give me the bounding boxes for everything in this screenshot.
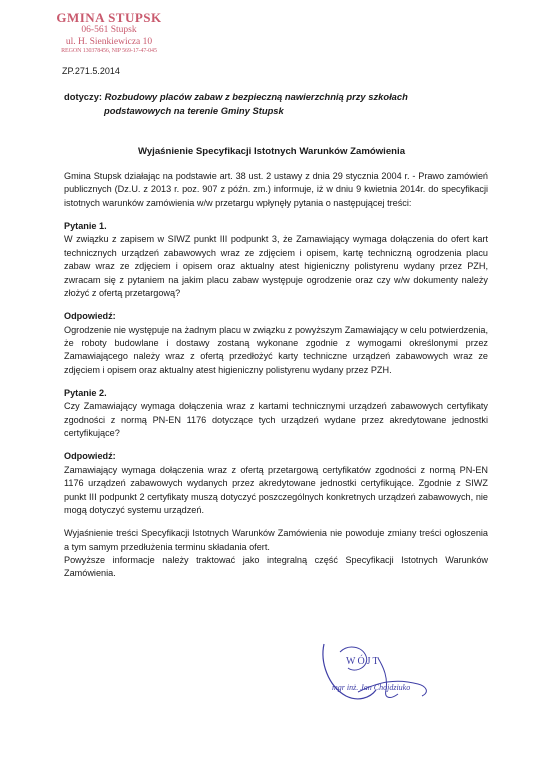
answer-2-label: Odpowiedź:: [64, 451, 116, 462]
stamp-street: ul. H. Sienkiewicza 10: [65, 36, 153, 47]
intro-paragraph: Gmina Stupsk działając na podstawie art. 38 ust. 2 ustawy z dnia 29 stycznia 2004 r. - Prawo zamówień publicznych (Dz.U. z 2013 r. poz. 907 z późn. zm.) informuje, iż w dniu 9 kwietnia 2014r. do specyfikacji istotnych warunków zamówienia w/w przetargu wpłynęły pytania o następującej treści:: [64, 171, 488, 208]
closing-paragraph-2: Powyższe informacje należy traktować jako integralną część Specyfikacji Istotnych Warunków Zamówienia.: [64, 554, 488, 579]
answer-1-label: Odpowiedź:: [64, 311, 116, 322]
subject-text-line1: Rozbudowy placów zabaw z bezpieczną nawierzchnią przy szkołach: [104, 91, 408, 102]
question-1-label: Pytanie 1.: [64, 221, 107, 232]
question-2-text: Czy Zamawiający wymaga dołączenia wraz z kartami technicznymi urządzeń zabawowych certyfikaty zgodności z normą PN-EN 1176 dotyczące tych urządzeń wydane przez akredytowane jednostki certyfikujące?: [64, 401, 488, 439]
gmina-stamp: [34, 10, 184, 55]
reference-number: ZP.271.5.2014: [62, 66, 120, 76]
stamp-postal: 06-561 Stupsk: [81, 25, 137, 36]
question-2-label: Pytanie 2.: [64, 388, 107, 399]
signature-title: WÓJT: [346, 656, 381, 667]
document-title: Wyjaśnienie Specyfikacji Istotnych Warunków Zamówienia: [137, 146, 406, 157]
signature: [318, 638, 438, 708]
stamp-title: GMINA STUPSK: [56, 10, 162, 25]
answer-2-text: Zamawiający wymaga dołączenia wraz z ofertą przetargową certyfikatów zgodności z normą PN-EN 1176 urządzeń zabawowych wydanych przez akredytowane jednostki certyfikujące. Zgodnie z SIWZ punkt III podpunkt 2 certyfikaty muszą dotyczyć poszczególnych konkretnych urządzeń zabawowych, nie mogą dotyczyć systemu urządzeń.: [64, 464, 488, 515]
subject-text-line2: podstawowych na terenie Gminy Stupsk: [104, 105, 284, 117]
document-body: [64, 170, 488, 581]
closing-paragraph-1: Wyjaśnienie treści Specyfikacji Istotnych Warunków Zamówienia nie powoduje zmiany treści ogłoszenia a tym samym przedłużenia terminu składania ofert.: [64, 528, 488, 552]
signature-drawing: [318, 638, 438, 708]
signature-name: mgr inż. Jan Chojdziuko: [332, 683, 411, 692]
stamp-regon: REGON 130378456, NIP 569-17-47-045: [61, 47, 157, 54]
subject-label: dotyczy:: [64, 91, 103, 102]
subject-block: [64, 90, 484, 118]
question-1-text: W związku z zapisem w SIWZ punkt III podpunkt 3, że Zamawiający wymaga dołączenia do ofert kart technicznych urządzeń zabawowych wraz ze zdjęciem i opisem, kartę techniczną ogrodzenia placu zabaw wraz ze zdjęciem i opisem oraz aktualny atest higieniczny polistyrenu wydany przez PZH, zwracam się z pytaniem na jakim placu zabaw występuje ogrodzenie oraz czy w/w dokumenty należy złożyć z ofertą przetargową?: [64, 234, 488, 298]
answer-1-text: Ogrodzenie nie występuje na żadnym placu w związku z powyższym Zamawiający w celu potwierdzenia, że roboty budowlane i dostawy zostaną wykonane zgodnie z wymogami określonymi przez Zamawiającego należy wraz z ofertą przedłożyć karty techniczne urządzeń zabawowych wraz ze zdjęciem i opisem oraz aktualny atest higieniczny polistyrenu wydany przez PZH.: [64, 324, 488, 375]
